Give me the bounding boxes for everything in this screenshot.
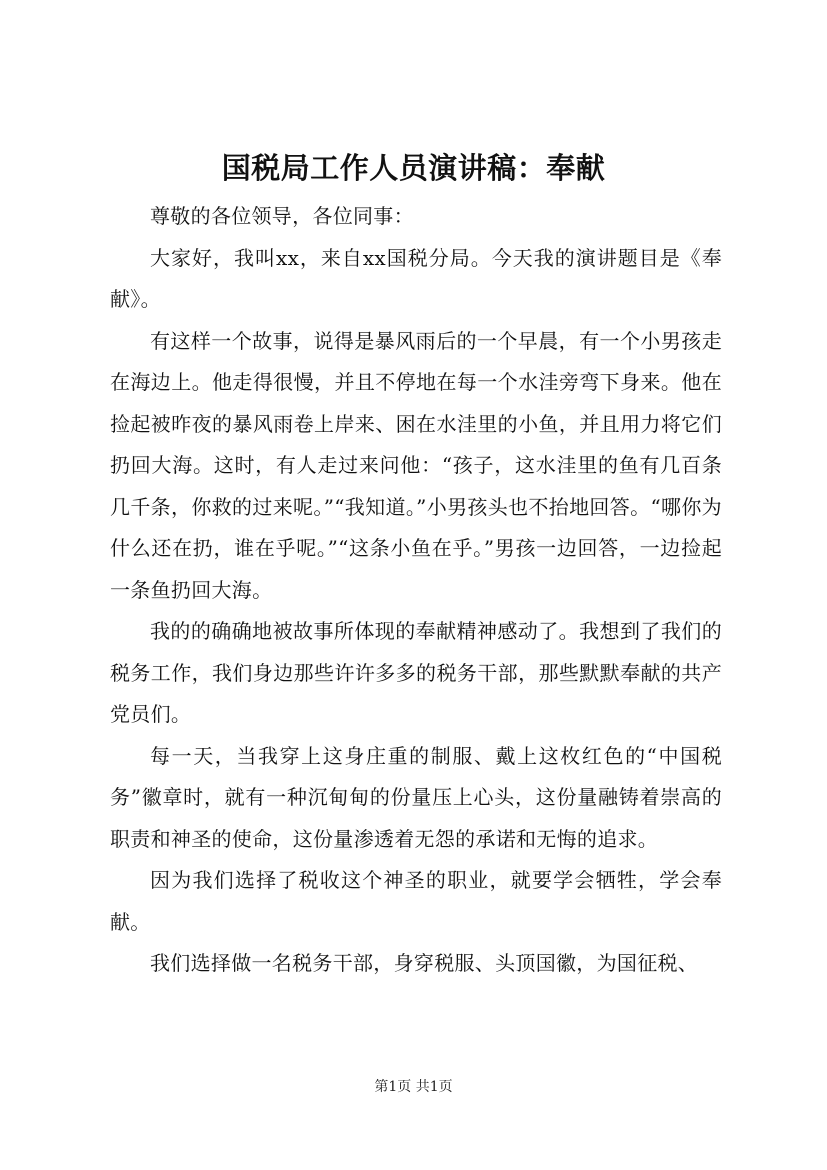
paragraph-sacrifice: 因为我们选择了税收这个神圣的职业，就要学会牺牲，学会奉献。 <box>110 868 722 934</box>
document-body <box>110 196 722 985</box>
paragraph-uniform: 每一天，当我穿上这身庄重的制服、戴上这枚红色的“中国税务”徽章时，就有一种沉甸甸的份量压上心头，这份量融铸着崇高的职责和神圣的使命，这份量渗透着无怨的承诺和无悔的追求。 <box>110 743 722 851</box>
paragraph-story: 有这样一个故事，说得是暴风雨后的一个早晨，有一个小男孩走在海边上。他走得很慢，并且不停地在每一个水洼旁弯下身来。他在捡起被昨夜的暴风雨卷上岸来、困在水洼里的小鱼，并且用力将它们扔回大海。这时，有人走过来问他：“孩子，这水洼里的鱼有几百条几千条，你救的过来呢。”“我知道。”小男孩头也不抬地回答。“哪你为什么还在扔，谁在乎呢。”“这条小鱼在乎。”男孩一边回答，一边捡起一条鱼扔回大海。 <box>110 328 722 602</box>
paragraph-choice: 我们选择做一名税务干部，身穿税服、头顶国徽，为国征税、 <box>150 951 699 975</box>
paragraph-salutation: 尊敬的各位领导，各位同事： <box>150 204 414 228</box>
page-title: 国税局工作人员演讲稿：奉献 <box>221 151 606 185</box>
paragraph-introduction: 大家好，我叫xx，来自xx国税分局。今天我的演讲题目是《奉献》。 <box>110 245 722 311</box>
paragraph-reflection: 我的的确确地被故事所体现的奉献精神感动了。我想到了我们的税务工作，我们身边那些许许多多的税务干部，那些默默奉献的共产党员们。 <box>110 619 722 726</box>
page-footer: 第1页 共1页 <box>374 1079 453 1095</box>
